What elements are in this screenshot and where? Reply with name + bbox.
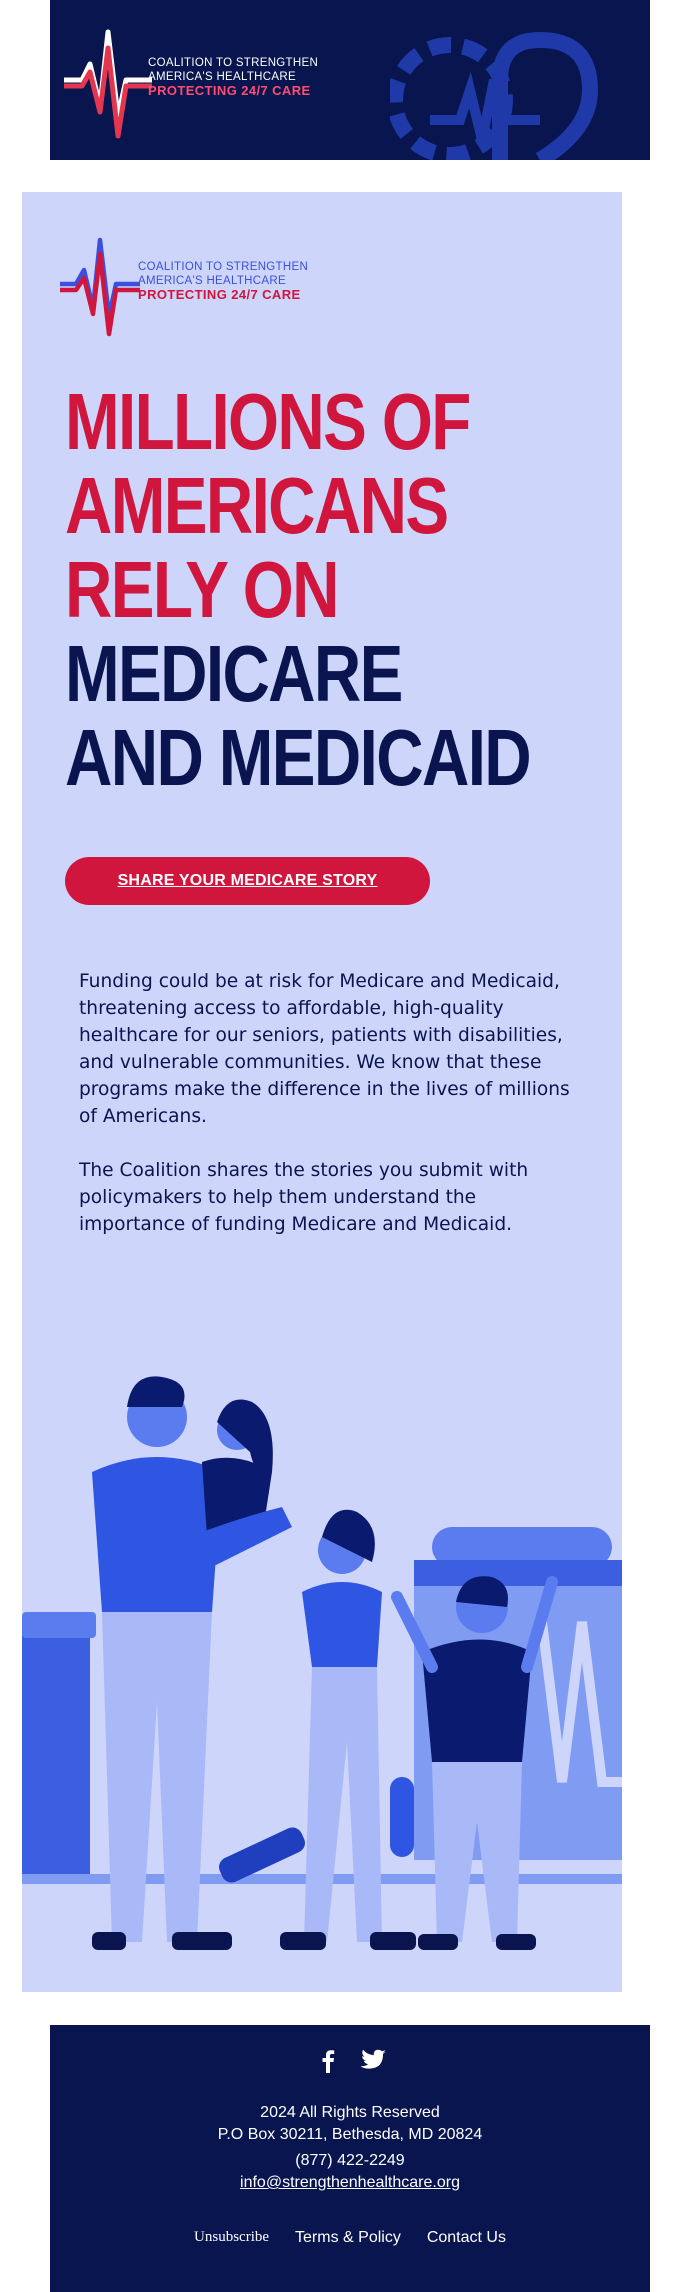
terms-link[interactable]: Terms & Policy [295,2229,401,2246]
heartbeat-logo-icon [60,228,140,340]
logo-tagline: PROTECTING 24/7 CARE [138,286,301,302]
facebook-icon[interactable] [315,2047,341,2073]
heartbeat-logo-icon [64,18,152,142]
headline-line: MEDICARE [65,629,402,718]
body-paragraph: Funding could be at risk for Medicare and Medicaid, threatening access to affordable, high-quality healthcare for our seniors, patients with disabilities, and vulnerable communities. We know that these programs make the difference in the lives of millions of Americans. [79,971,570,1127]
headline-line: AMERICANS [65,461,448,550]
headline-line: AND MEDICAID [65,713,531,802]
social-links [50,2047,650,2073]
mailing-address: P.O Box 30211, Bethesda, MD 20824 [217,2126,483,2143]
twitter-icon[interactable] [359,2047,385,2073]
hero-card [22,192,622,1992]
logo-tagline: PROTECTING 24/7 CARE [148,82,311,98]
headline-line: MILLIONS OF [65,377,470,466]
logo-line-2: AMERICA'S HEALTHCARE [148,70,296,83]
header-banner [50,0,650,160]
contact-link[interactable]: Contact Us [426,2229,506,2246]
headline-line: RELY ON [65,545,338,634]
footer-info [50,2102,650,2194]
share-story-button[interactable]: SHARE YOUR MEDICARE STORY [65,857,430,905]
footer [50,2025,650,2292]
coalition-logo-card[interactable] [60,228,308,340]
phone-number: (877) 422-2249 [295,2152,405,2169]
email-link[interactable]: info@strengthenhealthcare.org [240,2174,460,2191]
logo-line-1: COALITION TO STRENGTHEN [138,261,309,274]
hero-headline [65,377,531,802]
coalition-logo[interactable] [64,18,318,142]
logo-line-1: COALITION TO STRENGTHEN [148,57,319,70]
body-text [79,968,579,1265]
family-illustration [22,1322,622,1962]
copyright-text: 2024 All Rights Reserved [260,2104,440,2121]
body-paragraph: The Coalition shares the stories you submit with policymakers to help them understand the importance of funding Medicare and Medicaid. [79,1160,529,1235]
logo-line-2: AMERICA'S HEALTHCARE [138,274,286,287]
decorative-clock-heart-icon [390,20,610,160]
unsubscribe-link[interactable]: Unsubscribe [194,2229,270,2245]
footer-links [50,2229,650,2247]
